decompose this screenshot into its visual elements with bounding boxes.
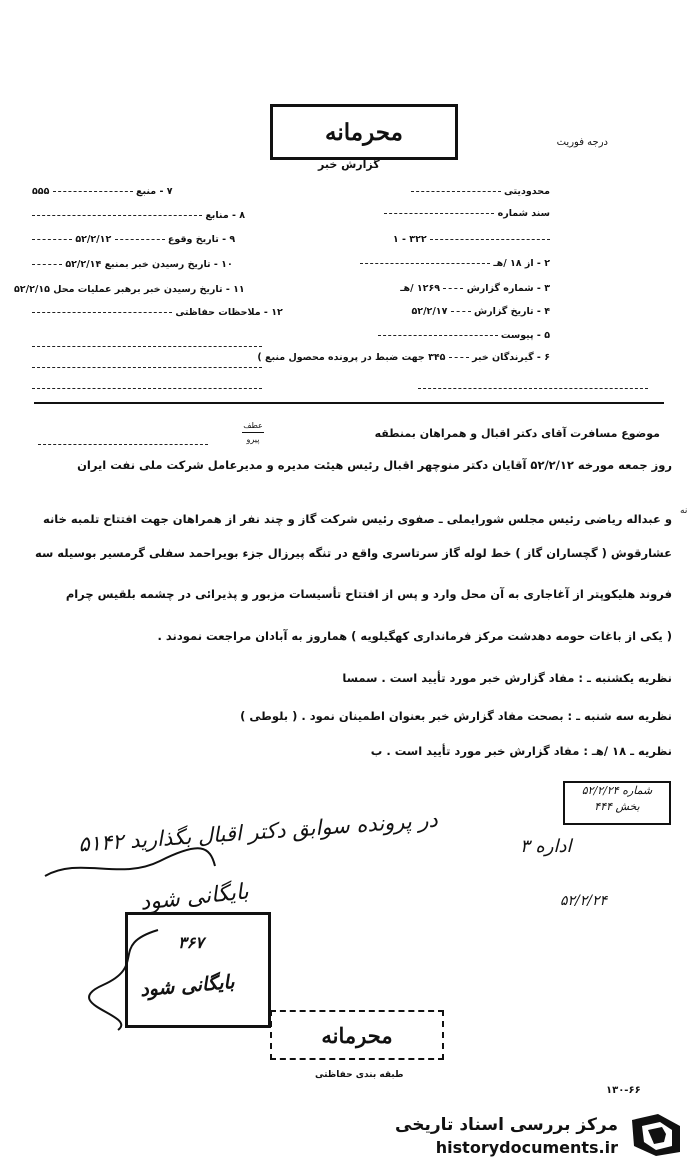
body-line: ( یکی از باغات حومه دهدشت مرکز فرمانداری کهگیلویه ) هماروز به آبادان مراجعت نمودند . xyxy=(157,629,672,643)
classification-label: طبقه بندی حفاظتی xyxy=(315,1070,404,1080)
field-right-7: ۵ - پیوست xyxy=(378,330,550,341)
subject-text: مسافرت آقای دکتر اقبال و همراهان بمنطقه xyxy=(374,427,618,440)
blank-line xyxy=(32,357,262,376)
urgency-label: درجه فوریت xyxy=(556,137,608,148)
page-number: ۱۳۰-۶۶ xyxy=(606,1085,641,1096)
classification-stamp-text: محرمانه xyxy=(325,118,403,146)
field-left-7: ۷ - منبع ۵۵۵ xyxy=(32,186,173,197)
subject-line xyxy=(375,427,660,440)
body-line: عشارقوش ( گچساران گاز ) خط لوله گاز سرتاسری واقع در تنگه پیرزال جزء بویراحمد سفلی گرمسیر بوسیله سه xyxy=(34,546,672,560)
handwritten-instruction: در پرونده سوابق دکتر اقبال بگذارید ۵۱۴۲ xyxy=(77,807,439,857)
body-line: روز جمعه مورخه ۵۲/۲/۱۲ آقایان دکتر منوچهر اقبال رئیس هیئت مدیره و مدیرعامل شرکت ملی نفت ایران xyxy=(77,458,672,472)
field-left-12: ۱۲ - ملاحظات حفاظتی xyxy=(32,307,283,318)
signature-scribble xyxy=(40,836,220,884)
field-right-4: ۲ - از ۱۸ /هـ xyxy=(360,258,550,269)
archive-stamp xyxy=(125,912,271,1028)
assessment-note: نظریه یکشنبه ـ : مفاد گزارش خبر مورد تأیید است . سمسا xyxy=(342,671,672,685)
signature-scribble xyxy=(88,925,168,1035)
watermark-url: historydocuments.ir xyxy=(435,1138,618,1157)
field-left-9: ۹ - تاریخ وقوع ۵۲/۲/۱۲ xyxy=(32,234,235,245)
body-line: و عبداله ریاضی رئیس مجلس شورایملی ـ صفوی رئیس شرکت گاز و چند نفر از همراهان جهت افتتاح تلمبه خانه xyxy=(42,512,672,526)
subject-label: موضوع xyxy=(621,427,660,440)
field-right-6: ۴ - تاریخ گزارش ۵۲/۲/۱۷ xyxy=(411,306,550,317)
watermark-title: مرکز بررسی اسناد تاریخی xyxy=(395,1115,618,1135)
field-right-1: محدودیتی xyxy=(411,186,550,197)
assessment-note: نظریه ـ ۱۸ /هـ : مفاد گزارش خبر مورد تأیید است . ب xyxy=(370,744,672,758)
reference-tag: عطف پیرو xyxy=(243,421,263,444)
archive-logo-icon xyxy=(628,1112,684,1158)
handwritten-department: اداره ۳ xyxy=(520,836,572,857)
classification-stamp-bottom: محرمانه xyxy=(270,1010,444,1060)
registry-stamp: شماره ۵۲/۲/۲۴ بخش ۴۴۴ xyxy=(563,781,671,825)
field-left-8: ۸ - منابع xyxy=(32,210,245,221)
field-right-3: ۱ - ۳۲۲ xyxy=(393,234,550,245)
archive-text: بایگانی شود xyxy=(139,970,236,1002)
field-left-10: ۱۰ - تاریخ رسیدن خبر بمنبع ۵۲/۲/۱۴ xyxy=(32,259,233,270)
report-type-label: گزارش خبر xyxy=(318,158,380,171)
classification-stamp xyxy=(270,104,458,160)
blank-line xyxy=(38,434,208,453)
handwritten-date: ۵۲/۲/۲۴ xyxy=(560,893,608,909)
field-right-5: ۳ - شماره گزارش ۱۲۶۹ /هـ xyxy=(400,283,550,294)
blank-line xyxy=(32,378,262,397)
field-right-2: سند شماره xyxy=(384,208,550,219)
body-line: فروند هلیکوپتر از آغاجاری به آن محل وارد و پس از افتتاح تأسیسات مزبور و پذیرائی در چشمه بلقیس چرام xyxy=(65,587,672,601)
handwritten-note: بایگانی شود xyxy=(138,879,250,916)
assessment-note: نظریه سه شنبه ـ : بصحت مفاد گزارش خبر بعنوان اطمینان نمود . ( بلوطی ) xyxy=(240,709,672,723)
archive-number: ۳۶۷ xyxy=(178,933,204,952)
blank-line xyxy=(32,336,262,355)
field-left-11: ۱۱ - تاریخ رسیدن خبر برهبر عملیات محل ۵۲/۲/۱۵ xyxy=(14,284,245,295)
field-right-8: ۶ - گیرندگان خبر ۳۴۵ جهت ضبط در پرونده محصول منبع ) xyxy=(257,352,550,363)
margin-mark: نه xyxy=(680,506,688,516)
section-divider xyxy=(34,402,664,404)
blank-line xyxy=(418,378,648,397)
